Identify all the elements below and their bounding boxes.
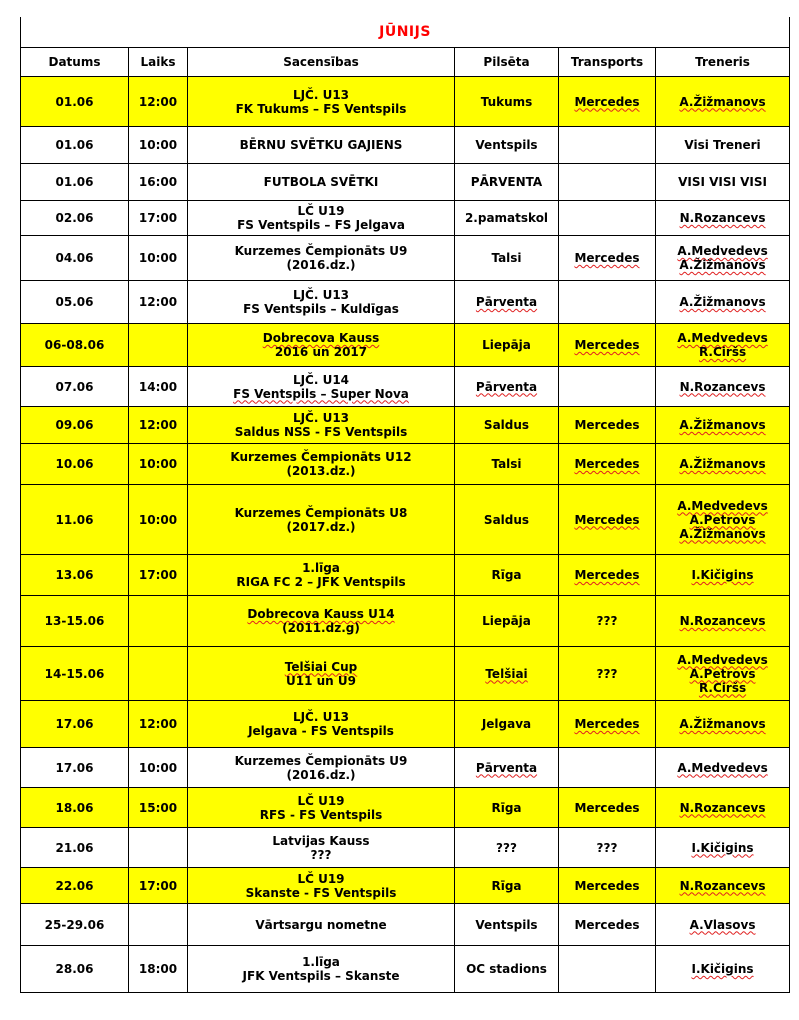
time-cell	[129, 828, 188, 868]
schedule-row	[21, 555, 790, 596]
date-cell	[21, 555, 129, 596]
header-coach: Treneris	[656, 48, 790, 77]
city-cell-text: Rīga	[491, 878, 522, 893]
coach-cell-line: N.Rozancevs	[679, 878, 766, 893]
time-cell	[129, 647, 188, 701]
coach-cell	[656, 407, 790, 444]
date-cell-text: 04.06	[55, 251, 94, 265]
coach-cell-line: A.Žižmanovs	[679, 94, 766, 109]
coach-cell-line: A.Žižmanovs	[679, 457, 766, 471]
coach-cell	[656, 828, 790, 868]
transport-cell-text: Mercedes	[574, 251, 640, 265]
date-cell	[21, 828, 129, 868]
coach-cell	[656, 555, 790, 596]
event-cell	[188, 485, 455, 555]
event-cell	[188, 201, 455, 236]
time-cell	[129, 164, 188, 201]
coach-cell-line: A.Petrovs	[689, 512, 756, 527]
event-cell-line: LJČ. U13	[292, 288, 350, 302]
coach-cell	[656, 127, 790, 164]
coach-cell-line: A.Petrovs	[689, 666, 756, 681]
city-cell	[455, 127, 559, 164]
time-cell	[129, 904, 188, 946]
event-cell-line: U11 un U9	[286, 673, 356, 688]
event-cell-line: Vārtsargu nometne	[255, 917, 387, 932]
time-cell	[129, 555, 188, 596]
time-cell	[129, 367, 188, 407]
date-cell-text: 06-08.06	[44, 338, 105, 352]
date-cell	[21, 236, 129, 281]
event-cell	[188, 555, 455, 596]
time-cell-text: 10:00	[138, 138, 178, 152]
event-cell-line: FS Ventspils – FS Jelgava	[237, 218, 405, 232]
event-cell	[188, 868, 455, 904]
coach-cell	[656, 748, 790, 788]
city-cell-text: Jelgava	[481, 717, 532, 731]
coach-cell-line: I.Kičigins	[691, 962, 754, 976]
city-cell	[455, 748, 559, 788]
schedule-sheet	[20, 17, 789, 993]
coach-cell	[656, 485, 790, 555]
transport-cell	[559, 281, 656, 324]
transport-cell	[559, 407, 656, 444]
coach-cell-line: R.Ciršs	[698, 345, 747, 359]
coach-cell-line: Visi Treneri	[684, 138, 761, 152]
transport-cell-text: ???	[596, 840, 618, 855]
date-cell-text: 02.06	[55, 211, 94, 225]
date-cell-text: 14-15.06	[44, 666, 105, 681]
transport-cell	[559, 444, 656, 485]
coach-cell	[656, 201, 790, 236]
coach-cell	[656, 236, 790, 281]
coach-cell-line: N.Rozancevs	[679, 379, 766, 394]
event-cell-line: RFS - FS Ventspils	[259, 807, 383, 822]
city-cell-text: Liepāja	[482, 338, 531, 352]
date-cell	[21, 367, 129, 407]
date-cell	[21, 701, 129, 748]
event-cell-line: (2016.dz.)	[286, 258, 356, 272]
header-row	[21, 48, 790, 77]
city-cell	[455, 236, 559, 281]
schedule-row	[21, 236, 790, 281]
transport-cell	[559, 555, 656, 596]
schedule-row	[21, 828, 790, 868]
date-cell	[21, 127, 129, 164]
coach-cell-line: A.Žižmanovs	[679, 717, 766, 731]
schedule-row	[21, 164, 790, 201]
transport-cell-text: Mercedes	[574, 800, 640, 815]
event-cell	[188, 596, 455, 647]
event-cell-line: FS Ventspils – Kuldīgas	[243, 302, 399, 316]
event-cell	[188, 946, 455, 993]
date-cell-text: 01.06	[55, 175, 94, 189]
event-cell-line: Dobrecova Kauss	[262, 331, 380, 345]
transport-cell	[559, 701, 656, 748]
event-cell-line: FUTBOLA SVĒTKI	[263, 175, 379, 189]
date-cell	[21, 485, 129, 555]
event-cell	[188, 904, 455, 946]
event-cell-line: Kurzemes Čempionāts U12	[230, 450, 412, 464]
schedule-rows	[21, 77, 790, 993]
city-cell-text: Saldus	[483, 512, 530, 527]
schedule-row	[21, 324, 790, 367]
time-cell	[129, 407, 188, 444]
time-cell	[129, 127, 188, 164]
coach-cell	[656, 868, 790, 904]
date-cell-text: 13-15.06	[44, 614, 105, 628]
city-cell-text: Telšiai	[485, 666, 528, 681]
coach-cell	[656, 596, 790, 647]
event-cell	[188, 367, 455, 407]
transport-cell	[559, 946, 656, 993]
transport-cell-text: Mercedes	[574, 512, 640, 527]
event-cell-line: Jelgava - FS Ventspils	[248, 724, 394, 738]
transport-cell	[559, 868, 656, 904]
event-cell	[188, 236, 455, 281]
date-cell	[21, 164, 129, 201]
transport-cell	[559, 788, 656, 828]
date-cell	[21, 904, 129, 946]
event-cell	[188, 701, 455, 748]
date-cell	[21, 77, 129, 127]
transport-cell	[559, 647, 656, 701]
date-cell-text: 10.06	[55, 457, 94, 471]
city-cell	[455, 444, 559, 485]
event-cell-line: Kurzemes Čempionāts U8	[234, 505, 408, 520]
event-cell	[188, 444, 455, 485]
transport-cell	[559, 127, 656, 164]
event-cell-line: Latvijas Kauss	[272, 833, 370, 848]
schedule-row	[21, 868, 790, 904]
city-cell-text: Pārventa	[475, 295, 538, 309]
event-cell	[188, 127, 455, 164]
transport-cell	[559, 201, 656, 236]
date-cell	[21, 324, 129, 367]
city-cell	[455, 788, 559, 828]
transport-cell-text: Mercedes	[574, 717, 640, 731]
time-cell	[129, 946, 188, 993]
time-cell-text: 18:00	[138, 962, 178, 976]
time-cell	[129, 701, 188, 748]
time-cell-text: 12:00	[138, 418, 178, 432]
time-cell-text: 12:00	[138, 295, 178, 309]
coach-cell	[656, 77, 790, 127]
date-cell	[21, 596, 129, 647]
time-cell-text: 10:00	[138, 457, 178, 471]
time-cell-text: 12:00	[138, 717, 178, 731]
event-cell	[188, 164, 455, 201]
date-cell-text: 28.06	[55, 962, 94, 976]
city-cell-text: PĀRVENTA	[470, 175, 543, 189]
event-cell-line: 2016 un 2017	[274, 345, 368, 359]
title-row	[21, 17, 790, 48]
time-cell-text: 17:00	[138, 878, 178, 893]
city-cell	[455, 647, 559, 701]
city-cell-text: Saldus	[483, 418, 530, 432]
event-cell-line: JFK Ventspils – Skanste	[242, 969, 400, 983]
date-cell-text: 13.06	[55, 568, 94, 582]
event-cell-line: BĒRNU SVĒTKU GAJIENS	[239, 138, 403, 152]
schedule-row	[21, 701, 790, 748]
header-city: Pilsēta	[455, 48, 559, 77]
time-cell	[129, 596, 188, 647]
city-cell-text: Ventspils	[475, 917, 538, 932]
time-cell	[129, 77, 188, 127]
date-cell	[21, 647, 129, 701]
city-cell-text: OC stadions	[466, 962, 547, 976]
event-cell-line: FK Tukums – FS Ventspils	[235, 101, 407, 116]
city-cell	[455, 828, 559, 868]
time-cell-text: 14:00	[138, 379, 178, 394]
time-cell-text: 10:00	[138, 512, 178, 527]
schedule-row	[21, 596, 790, 647]
transport-cell	[559, 485, 656, 555]
time-cell-text: 12:00	[138, 94, 178, 109]
date-cell-text: 17.06	[55, 717, 94, 731]
city-cell-text: Rīga	[491, 800, 522, 815]
schedule-row	[21, 201, 790, 236]
city-cell	[455, 367, 559, 407]
city-cell-text: Liepāja	[482, 614, 531, 628]
transport-cell-text: ???	[596, 614, 618, 628]
city-cell-text: 2.pamatskol	[464, 211, 549, 225]
event-cell	[188, 281, 455, 324]
city-cell	[455, 407, 559, 444]
coach-cell	[656, 367, 790, 407]
transport-cell-text: Mercedes	[574, 878, 640, 893]
time-cell	[129, 868, 188, 904]
date-cell-text: 11.06	[55, 512, 94, 527]
city-cell	[455, 701, 559, 748]
event-cell	[188, 77, 455, 127]
event-cell-line: Skanste - FS Ventspils	[245, 885, 397, 900]
transport-cell-text: Mercedes	[574, 338, 640, 352]
transport-cell	[559, 828, 656, 868]
schedule-row	[21, 904, 790, 946]
coach-cell	[656, 904, 790, 946]
event-cell-line: LJČ. U13	[292, 87, 350, 102]
schedule-row	[21, 367, 790, 407]
city-cell-text: Pārventa	[475, 379, 538, 394]
date-cell	[21, 748, 129, 788]
coach-cell-line: N.Rozancevs	[679, 614, 766, 628]
city-cell-text: Rīga	[491, 568, 522, 582]
transport-cell	[559, 236, 656, 281]
transport-cell	[559, 748, 656, 788]
coach-cell-line: A.Žižmanovs	[679, 418, 766, 432]
coach-cell	[656, 281, 790, 324]
date-cell	[21, 281, 129, 324]
header-transport: Transports	[559, 48, 656, 77]
event-cell-line: LČ U19	[297, 793, 345, 808]
event-cell-line: FS Ventspils – Super Nova	[233, 386, 409, 401]
schedule-row	[21, 748, 790, 788]
city-cell	[455, 868, 559, 904]
event-cell-line: LČ U19	[297, 204, 345, 218]
transport-cell	[559, 904, 656, 946]
coach-cell-line: A.Žižmanovs	[679, 526, 766, 541]
coach-cell	[656, 444, 790, 485]
date-cell	[21, 946, 129, 993]
coach-cell-line: A.Medvedevs	[677, 331, 768, 345]
time-cell-text: 15:00	[138, 800, 178, 815]
transport-cell-text: ???	[596, 666, 618, 681]
schedule-row	[21, 77, 790, 127]
coach-cell	[656, 946, 790, 993]
coach-cell-line: A.Medvedevs	[677, 652, 768, 667]
transport-cell-text: Mercedes	[574, 457, 640, 471]
schedule-row	[21, 788, 790, 828]
event-cell	[188, 788, 455, 828]
event-cell-line: ???	[310, 847, 332, 862]
time-cell	[129, 788, 188, 828]
coach-cell-line: A.Vlasovs	[689, 917, 756, 932]
event-cell-line: Kurzemes Čempionāts U9	[234, 244, 408, 258]
city-cell	[455, 596, 559, 647]
schedule-table	[20, 17, 790, 993]
date-cell-text: 21.06	[55, 840, 94, 855]
event-cell-line: (2017.dz.)	[286, 519, 356, 534]
date-cell	[21, 407, 129, 444]
coach-cell	[656, 788, 790, 828]
date-cell-text: 05.06	[55, 295, 94, 309]
city-cell	[455, 946, 559, 993]
time-cell-text: 17:00	[138, 211, 178, 225]
time-cell-text: 10:00	[138, 760, 178, 775]
date-cell	[21, 201, 129, 236]
date-cell-text: 22.06	[55, 878, 94, 893]
transport-cell-text: Mercedes	[574, 917, 640, 932]
city-cell	[455, 164, 559, 201]
time-cell	[129, 324, 188, 367]
city-cell	[455, 77, 559, 127]
time-cell-text: 17:00	[138, 568, 178, 582]
event-cell-line: RIGA FC 2 – JFK Ventspils	[236, 575, 406, 589]
header-time: Laiks	[129, 48, 188, 77]
schedule-row	[21, 444, 790, 485]
coach-cell-line: A.Medvedevs	[677, 244, 768, 258]
event-cell-line: (2011.dz.g)	[282, 621, 360, 635]
city-cell-text: ???	[496, 840, 517, 855]
coach-cell-line: I.Kičigins	[691, 840, 754, 855]
coach-cell-line: A.Medvedevs	[677, 498, 768, 513]
date-cell-text: 01.06	[55, 138, 94, 152]
transport-cell	[559, 164, 656, 201]
time-cell	[129, 236, 188, 281]
event-cell	[188, 407, 455, 444]
date-cell	[21, 444, 129, 485]
city-cell	[455, 281, 559, 324]
transport-cell	[559, 596, 656, 647]
event-cell	[188, 647, 455, 701]
date-cell-text: 18.06	[55, 800, 94, 815]
coach-cell	[656, 164, 790, 201]
date-cell-text: 25-29.06	[44, 917, 105, 932]
event-cell-line: Kurzemes Čempionāts U9	[234, 753, 408, 768]
transport-cell-text: Mercedes	[574, 568, 640, 582]
event-cell-line: (2013.dz.)	[286, 464, 356, 478]
event-cell	[188, 324, 455, 367]
event-cell-line: Telšiai Cup	[284, 659, 358, 674]
coach-cell-line: N.Rozancevs	[679, 800, 766, 815]
coach-cell-line: A.Žižmanovs	[679, 295, 766, 309]
month-title: JŪNIJS	[379, 24, 431, 40]
city-cell	[455, 324, 559, 367]
coach-cell-line: VISI VISI VISI	[678, 175, 767, 189]
city-cell	[455, 555, 559, 596]
schedule-row	[21, 485, 790, 555]
transport-cell	[559, 77, 656, 127]
city-cell-text: Tukums	[480, 94, 533, 109]
event-cell-line: 1.līga	[302, 561, 340, 575]
coach-cell-line: I.Kičigins	[691, 568, 754, 582]
time-cell-text: 16:00	[138, 175, 178, 189]
transport-cell-text: Mercedes	[574, 418, 640, 432]
month-title-cell	[21, 17, 790, 48]
event-cell-line: LJČ. U14	[292, 372, 350, 387]
time-cell	[129, 485, 188, 555]
event-cell-line: (2016.dz.)	[286, 767, 356, 782]
coach-cell	[656, 324, 790, 367]
coach-cell-line: N.Rozancevs	[679, 211, 766, 225]
event-cell	[188, 828, 455, 868]
event-cell-line: LČ U19	[297, 871, 345, 886]
coach-cell-line: A.Žižmanovs	[679, 258, 766, 272]
time-cell	[129, 748, 188, 788]
time-cell	[129, 201, 188, 236]
coach-cell-line: R.Ciršs	[698, 680, 747, 695]
coach-cell	[656, 647, 790, 701]
transport-cell	[559, 367, 656, 407]
coach-cell	[656, 701, 790, 748]
date-cell-text: 07.06	[55, 379, 94, 394]
transport-cell-text: Mercedes	[574, 94, 640, 109]
time-cell-text: 10:00	[138, 251, 178, 265]
event-cell-line: LJČ. U13	[292, 411, 350, 425]
event-cell-line: Dobrecova Kauss U14	[247, 607, 395, 621]
date-cell	[21, 868, 129, 904]
event-cell-line: LJČ. U13	[292, 710, 350, 724]
date-cell	[21, 788, 129, 828]
schedule-row	[21, 946, 790, 993]
time-cell	[129, 444, 188, 485]
event-cell-line: Saldus NSS - FS Ventspils	[234, 425, 408, 439]
header-date: Datums	[21, 48, 129, 77]
header-event: Sacensības	[188, 48, 455, 77]
date-cell-text: 17.06	[55, 760, 94, 775]
schedule-row	[21, 647, 790, 701]
event-cell	[188, 748, 455, 788]
city-cell	[455, 201, 559, 236]
transport-cell	[559, 324, 656, 367]
city-cell	[455, 904, 559, 946]
city-cell-text: Ventspils	[475, 138, 538, 152]
coach-cell-line: A.Medvedevs	[677, 760, 768, 775]
city-cell-text: Talsi	[491, 457, 522, 471]
schedule-row	[21, 127, 790, 164]
date-cell-text: 01.06	[55, 94, 94, 109]
event-cell-line: 1.līga	[302, 955, 340, 969]
city-cell	[455, 485, 559, 555]
date-cell-text: 09.06	[55, 418, 94, 432]
city-cell-text: Pārventa	[475, 760, 538, 775]
city-cell-text: Talsi	[491, 251, 522, 265]
schedule-row	[21, 281, 790, 324]
time-cell	[129, 281, 188, 324]
schedule-row	[21, 407, 790, 444]
